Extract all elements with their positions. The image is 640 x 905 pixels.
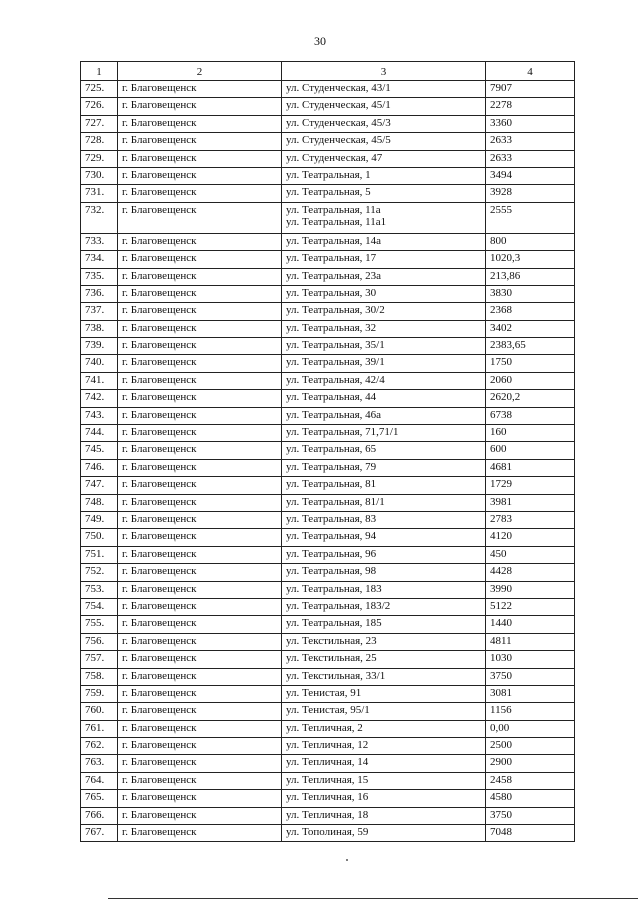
table-row — [81, 372, 575, 389]
row-number: 734. — [81, 251, 118, 268]
street-cell: ул. Тепличная, 16 — [282, 790, 486, 807]
value-cell: 7907 — [486, 81, 575, 98]
value-cell: 4811 — [486, 633, 575, 650]
row-number: 737. — [81, 303, 118, 320]
city-cell: г. Благовещенск — [118, 372, 282, 389]
row-number: 748. — [81, 494, 118, 511]
value-cell: 3081 — [486, 685, 575, 702]
table-row — [81, 807, 575, 824]
value-cell: 4580 — [486, 790, 575, 807]
table-row — [81, 790, 575, 807]
street-cell: ул. Театральная, 65 — [282, 442, 486, 459]
bottom-rule — [108, 898, 638, 899]
street-cell: ул. Студенческая, 45/1 — [282, 98, 486, 115]
city-cell: г. Благовещенск — [118, 285, 282, 302]
street-cell: ул. Студенческая, 45/5 — [282, 133, 486, 150]
street-cell: ул. Театральная, 94 — [282, 529, 486, 546]
value-cell: 5122 — [486, 598, 575, 615]
row-number: 762. — [81, 738, 118, 755]
row-number: 742. — [81, 390, 118, 407]
street-cell: ул. Театральная, 71,71/1 — [282, 425, 486, 442]
street-cell: ул. Тепличная, 15 — [282, 772, 486, 789]
street-cell: ул. Театральная, 23а — [282, 268, 486, 285]
value-cell: 1750 — [486, 355, 575, 372]
row-number: 740. — [81, 355, 118, 372]
header-col-3: 3 — [282, 62, 486, 81]
row-number: 738. — [81, 320, 118, 337]
city-cell: г. Благовещенск — [118, 494, 282, 511]
city-cell: г. Благовещенск — [118, 442, 282, 459]
city-cell: г. Благовещенск — [118, 790, 282, 807]
value-cell: 2278 — [486, 98, 575, 115]
value-cell: 2620,2 — [486, 390, 575, 407]
row-number: 755. — [81, 616, 118, 633]
table-body — [81, 81, 575, 842]
street-cell: ул. Театральная, 32 — [282, 320, 486, 337]
city-cell: г. Благовещенск — [118, 355, 282, 372]
table-row — [81, 115, 575, 132]
street-cell: ул. Студенческая, 45/3 — [282, 115, 486, 132]
table-row — [81, 546, 575, 563]
street-cell: ул. Театральная, 46а — [282, 407, 486, 424]
value-cell: 2633 — [486, 150, 575, 167]
table-row — [81, 320, 575, 337]
row-number: 732. — [81, 202, 118, 233]
value-cell: 3990 — [486, 581, 575, 598]
street-cell: ул. Театральная, 30 — [282, 285, 486, 302]
value-cell: 800 — [486, 233, 575, 250]
city-cell: г. Благовещенск — [118, 98, 282, 115]
city-cell: г. Благовещенск — [118, 529, 282, 546]
city-cell: г. Благовещенск — [118, 511, 282, 528]
city-cell: г. Благовещенск — [118, 598, 282, 615]
city-cell: г. Благовещенск — [118, 668, 282, 685]
city-cell: г. Благовещенск — [118, 651, 282, 668]
value-cell: 6738 — [486, 407, 575, 424]
row-number: 764. — [81, 772, 118, 789]
street-cell: ул. Тепличная, 2 — [282, 720, 486, 737]
row-number: 756. — [81, 633, 118, 650]
value-cell: 2458 — [486, 772, 575, 789]
value-cell: 2383,65 — [486, 338, 575, 355]
street-cell: ул. Театральная, 83 — [282, 511, 486, 528]
value-cell: 2060 — [486, 372, 575, 389]
city-cell: г. Благовещенск — [118, 320, 282, 337]
table-row — [81, 581, 575, 598]
table-row — [81, 772, 575, 789]
street-cell: ул. Театральная, 39/1 — [282, 355, 486, 372]
value-cell: 450 — [486, 546, 575, 563]
street-cell: ул. Тепличная, 18 — [282, 807, 486, 824]
value-cell: 2555 — [486, 202, 575, 233]
table-row — [81, 442, 575, 459]
row-number: 725. — [81, 81, 118, 98]
street-cell: ул. Театральная, 44 — [282, 390, 486, 407]
table-row — [81, 598, 575, 615]
table-row — [81, 825, 575, 842]
city-cell: г. Благовещенск — [118, 459, 282, 476]
value-cell: 160 — [486, 425, 575, 442]
value-cell: 3830 — [486, 285, 575, 302]
row-number: 759. — [81, 685, 118, 702]
header-col-2: 2 — [118, 62, 282, 81]
row-number: 727. — [81, 115, 118, 132]
row-number: 752. — [81, 564, 118, 581]
value-cell: 4681 — [486, 459, 575, 476]
city-cell: г. Благовещенск — [118, 425, 282, 442]
city-cell: г. Благовещенск — [118, 772, 282, 789]
city-cell: г. Благовещенск — [118, 251, 282, 268]
scan-dot-mark — [346, 859, 348, 861]
value-cell: 3360 — [486, 115, 575, 132]
street-cell: ул. Текстильная, 33/1 — [282, 668, 486, 685]
table-row — [81, 511, 575, 528]
row-number: 751. — [81, 546, 118, 563]
city-cell: г. Благовещенск — [118, 564, 282, 581]
street-cell: ул. Тепличная, 12 — [282, 738, 486, 755]
value-cell: 2368 — [486, 303, 575, 320]
header-col-1: 1 — [81, 62, 118, 81]
street-cell — [282, 202, 486, 233]
street-cell: ул. Театральная, 183 — [282, 581, 486, 598]
street-cell: ул. Театральная, 1 — [282, 167, 486, 184]
table-row — [81, 98, 575, 115]
table-row — [81, 167, 575, 184]
row-number: 763. — [81, 755, 118, 772]
street-cell: ул. Театральная, 35/1 — [282, 338, 486, 355]
row-number: 758. — [81, 668, 118, 685]
street-cell: ул. Театральная, 79 — [282, 459, 486, 476]
table-row — [81, 251, 575, 268]
table-row — [81, 81, 575, 98]
street-cell: ул. Театральная, 17 — [282, 251, 486, 268]
city-cell: г. Благовещенск — [118, 150, 282, 167]
value-cell: 1440 — [486, 616, 575, 633]
city-cell: г. Благовещенск — [118, 738, 282, 755]
row-number: 736. — [81, 285, 118, 302]
city-cell: г. Благовещенск — [118, 407, 282, 424]
value-cell: 4428 — [486, 564, 575, 581]
table-row — [81, 268, 575, 285]
city-cell: г. Благовещенск — [118, 268, 282, 285]
value-cell: 2900 — [486, 755, 575, 772]
city-cell: г. Благовещенск — [118, 81, 282, 98]
table-row — [81, 338, 575, 355]
value-cell: 3750 — [486, 807, 575, 824]
table-row — [81, 564, 575, 581]
value-cell: 2783 — [486, 511, 575, 528]
header-col-4: 4 — [486, 62, 575, 81]
city-cell: г. Благовещенск — [118, 167, 282, 184]
value-cell: 3928 — [486, 185, 575, 202]
city-cell: г. Благовещенск — [118, 303, 282, 320]
row-number: 741. — [81, 372, 118, 389]
city-cell: г. Благовещенск — [118, 338, 282, 355]
city-cell: г. Благовещенск — [118, 546, 282, 563]
table-row — [81, 651, 575, 668]
table-row — [81, 738, 575, 755]
row-number: 766. — [81, 807, 118, 824]
city-cell: г. Благовещенск — [118, 685, 282, 702]
street-cell: ул. Театральная, 14а — [282, 233, 486, 250]
value-cell: 0,00 — [486, 720, 575, 737]
row-number: 760. — [81, 703, 118, 720]
street-cell: ул. Театральная, 98 — [282, 564, 486, 581]
row-number: 753. — [81, 581, 118, 598]
street-cell: ул. Театральная, 185 — [282, 616, 486, 633]
table-row — [81, 529, 575, 546]
row-number: 729. — [81, 150, 118, 167]
table-row — [81, 494, 575, 511]
street-cell: ул. Тепличная, 14 — [282, 755, 486, 772]
row-number: 749. — [81, 511, 118, 528]
row-number: 739. — [81, 338, 118, 355]
street-cell: ул. Студенческая, 47 — [282, 150, 486, 167]
table-row — [81, 390, 575, 407]
value-cell: 3750 — [486, 668, 575, 685]
table-row — [81, 133, 575, 150]
value-cell: 1156 — [486, 703, 575, 720]
city-cell: г. Благовещенск — [118, 825, 282, 842]
row-number: 730. — [81, 167, 118, 184]
value-cell: 2633 — [486, 133, 575, 150]
table-row — [81, 355, 575, 372]
row-number: 733. — [81, 233, 118, 250]
city-cell: г. Благовещенск — [118, 581, 282, 598]
street-cell: ул. Тенистая, 91 — [282, 685, 486, 702]
row-number: 726. — [81, 98, 118, 115]
street-cell: ул. Театральная, 42/4 — [282, 372, 486, 389]
value-cell: 600 — [486, 442, 575, 459]
street-cell: ул. Тополиная, 59 — [282, 825, 486, 842]
city-cell: г. Благовещенск — [118, 616, 282, 633]
table-row — [81, 477, 575, 494]
table-row — [81, 303, 575, 320]
value-cell: 4120 — [486, 529, 575, 546]
row-number: 731. — [81, 185, 118, 202]
table-row — [81, 720, 575, 737]
table-header-row — [81, 62, 575, 81]
street-cell: ул. Театральная, 81 — [282, 477, 486, 494]
table-row — [81, 616, 575, 633]
row-number: 728. — [81, 133, 118, 150]
city-cell: г. Благовещенск — [118, 115, 282, 132]
address-table — [80, 61, 575, 842]
street-cell: ул. Театральная, 81/1 — [282, 494, 486, 511]
row-number: 746. — [81, 459, 118, 476]
value-cell: 2500 — [486, 738, 575, 755]
street-line: ул. Театральная, 11а — [286, 203, 381, 216]
city-cell: г. Благовещенск — [118, 633, 282, 650]
page-number: 30 — [314, 34, 326, 48]
row-number: 745. — [81, 442, 118, 459]
street-cell: ул. Текстильная, 25 — [282, 651, 486, 668]
value-cell: 1729 — [486, 477, 575, 494]
value-cell: 7048 — [486, 825, 575, 842]
city-cell: г. Благовещенск — [118, 807, 282, 824]
city-cell: г. Благовещенск — [118, 703, 282, 720]
row-number: 767. — [81, 825, 118, 842]
table-row — [81, 407, 575, 424]
value-cell: 213,86 — [486, 268, 575, 285]
street-cell: ул. Театральная, 5 — [282, 185, 486, 202]
row-number: 747. — [81, 477, 118, 494]
city-cell: г. Благовещенск — [118, 720, 282, 737]
value-cell: 1020,3 — [486, 251, 575, 268]
table-row — [81, 285, 575, 302]
table-row — [81, 703, 575, 720]
table-row — [81, 202, 575, 233]
table-row — [81, 185, 575, 202]
row-number: 735. — [81, 268, 118, 285]
table-row — [81, 150, 575, 167]
street-cell: ул. Театральная, 30/2 — [282, 303, 486, 320]
row-number: 765. — [81, 790, 118, 807]
street-cell: ул. Тенистая, 95/1 — [282, 703, 486, 720]
city-cell: г. Благовещенск — [118, 477, 282, 494]
row-number: 750. — [81, 529, 118, 546]
value-cell: 1030 — [486, 651, 575, 668]
row-number: 754. — [81, 598, 118, 615]
table-row — [81, 459, 575, 476]
table-row — [81, 633, 575, 650]
city-cell: г. Благовещенск — [118, 185, 282, 202]
street-cell: ул. Театральная, 183/2 — [282, 598, 486, 615]
table-row — [81, 755, 575, 772]
row-number: 757. — [81, 651, 118, 668]
row-number: 743. — [81, 407, 118, 424]
value-cell: 3402 — [486, 320, 575, 337]
city-cell: г. Благовещенск — [118, 233, 282, 250]
street-cell: ул. Текстильная, 23 — [282, 633, 486, 650]
row-number: 744. — [81, 425, 118, 442]
city-cell: г. Благовещенск — [118, 202, 282, 233]
street-line: ул. Театральная, 11а1 — [286, 215, 387, 228]
row-number: 761. — [81, 720, 118, 737]
value-cell: 3494 — [486, 167, 575, 184]
table-row — [81, 685, 575, 702]
table-row — [81, 668, 575, 685]
city-cell: г. Благовещенск — [118, 133, 282, 150]
value-cell: 3981 — [486, 494, 575, 511]
street-cell: ул. Студенческая, 43/1 — [282, 81, 486, 98]
city-cell: г. Благовещенск — [118, 390, 282, 407]
street-cell: ул. Театральная, 96 — [282, 546, 486, 563]
city-cell: г. Благовещенск — [118, 755, 282, 772]
table-row — [81, 233, 575, 250]
table-row — [81, 425, 575, 442]
